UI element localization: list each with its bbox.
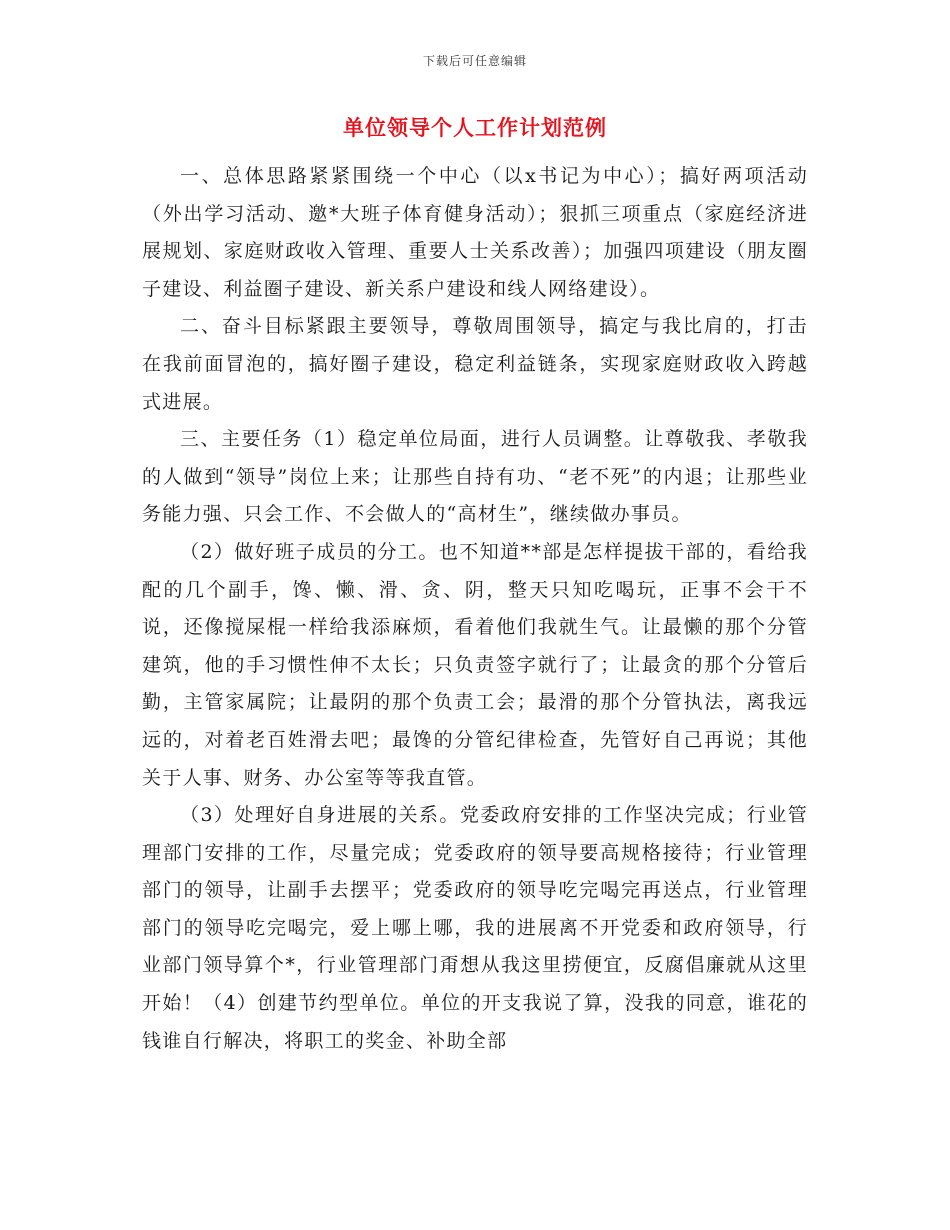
paragraph-task-relations: （3）处理好自身进展的关系。党委政府安排的工作坚决完成；行业管理部门安排的工作，尽量完成；党委政府的领导要高规格接待；行业管理部门的领导，让副手去摆平；党委政府的领导吃完喝完再送点，行业管理部门的领导吃完喝完，爱上哪上哪，我的进展离不开党委和政府领导，行业部门领导算个*，行业管理部门甭想从我这里捞便宜，反腐倡廉就从这里开始！（4）创建节约型单位。单位的开支我说了算，没我的同意，谁花的钱谁自行解决，将职工的奖金、补助全部 [142,804,808,1052]
document-title: 单位领导个人工作计划范例 [343,115,607,140]
paragraph-goals: 二、奋斗目标紧跟主要领导，尊敬周围领导，搞定与我比肩的，打击在我前面冒泡的，搞好圈子建设，稳定利益链条，实现家庭财政收入跨越式进展。 [142,315,808,413]
paragraph-task-division: （2）做好班子成员的分工。也不知道**部是怎样提拔干部的，看给我配的几个副手，馋、懒、滑、贪、阴，整天只知吃喝玩，正事不会干不说，还像搅屎棍一样给我添麻烦，看着他们我就生气。让最懒的那个分管建筑，他的手习惯性伸不太长；只负责签字就行了；让最贪的那个分管后勤，主管家属院；让最阴的那个负责工会；最滑的那个分管执法，离我远远的，对着老百姓滑去吧；最馋的分管纪律检查，先管好自己再说；其他关于人事、财务、办公室等等我直管。 [142,540,808,789]
paragraph-overall-approach: 一、总体思路紧紧围绕一个中心（以x书记为中心）；搞好两项活动（外出学习活动、邀*大班子体育健身活动）；狠抓三项重点（家庭经济进展规划、家庭财政收入管理、重要人士关系改善）；加强四项建设（朋友圈子建设、利益圈子建设、新关系户建设和线人网络建设）。 [142,165,808,300]
document-body [142,158,808,1060]
header-note: 下载后可任意编辑 [422,54,527,68]
paragraph-main-tasks: 三、主要任务（1）稳定单位局面，进行人员调整。让尊敬我、孝敬我的人做到“领导”岗位上来；让那些自持有功、“老不死”的内退；让那些业务能力强、只会工作、不会做人的“高材生”，继续做办事员。 [142,428,808,526]
